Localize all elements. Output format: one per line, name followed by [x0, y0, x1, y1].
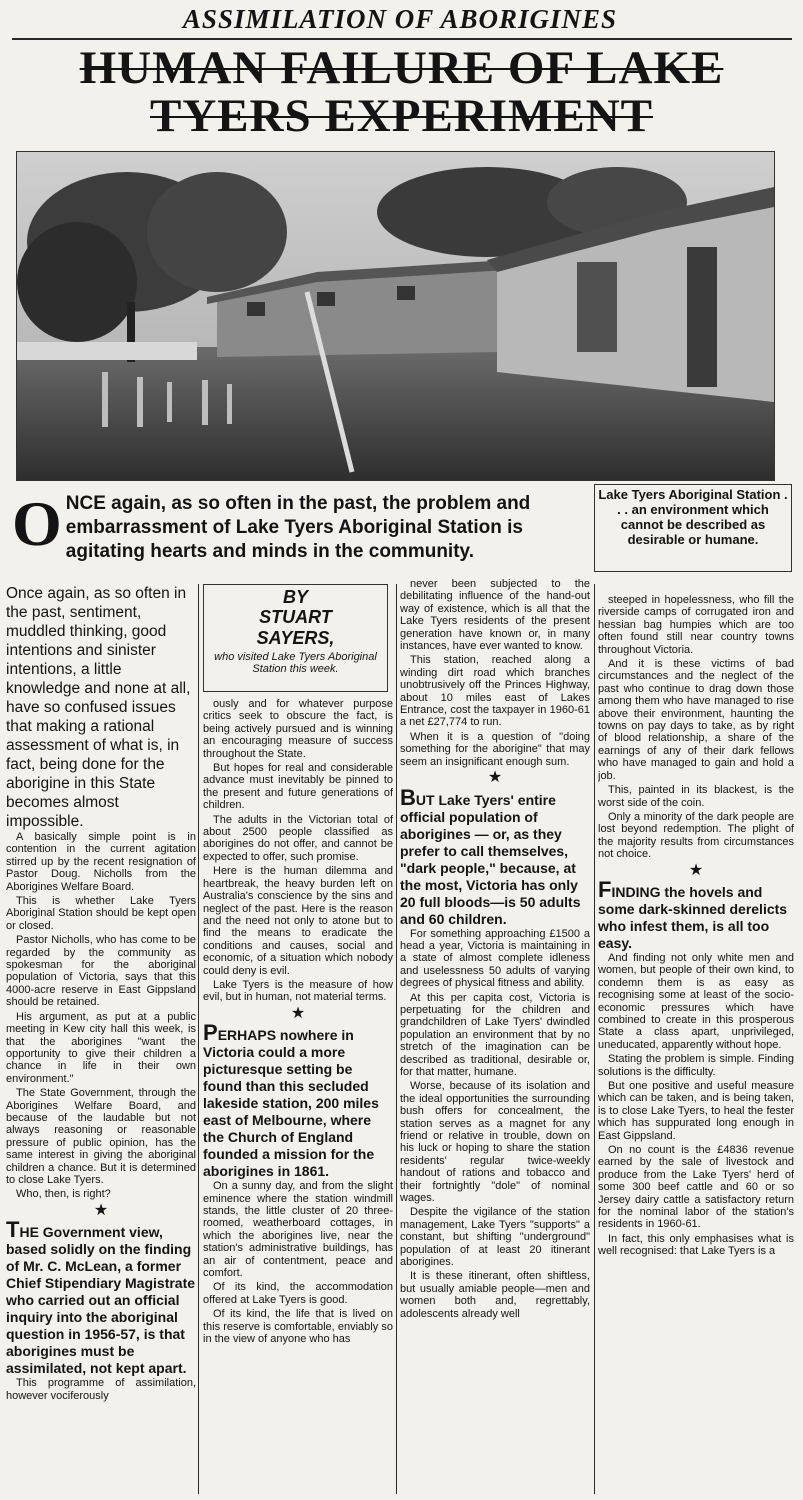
article-paragraph: But one positive and useful measure which can be taken, and is being taken, is to close Lake Tyers, to heal the fester which has suppurated long enough in East Gippsland. [598, 1080, 794, 1142]
byline-by: BY [282, 587, 308, 607]
col3-subsection: BUT Lake Tyers' entire official population of aborigines — or, as they prefer to call themselves, "dark people," because, at the most, Victoria has only 20 full bloods—is 50 adults and 60 children. [400, 784, 581, 927]
lede-drop-cap: O [12, 488, 62, 559]
byline-name-1: STUART [259, 607, 332, 627]
col4-paragraphs [598, 594, 794, 861]
column-3 [400, 578, 590, 1494]
article-paragraph: The adults in the Victorian total of about 2500 people classified as aborigines do not offer, and cannot be expected to offer, such promise. [203, 813, 393, 863]
article-paragraph: Worse, because of its isolation and the ideal opportunities the surrounding bush offers for concealment, the station serves as a magnet for any friend or relative in trouble, down on his luck or hoping to share the station residents' regular twice-weekly handout of rations and tobacco and their fortnightly "dole" of nominal wages. [400, 1080, 590, 1205]
headline-line-1: HUMAN FAILURE OF LAKE [79, 42, 724, 94]
column-4 [598, 594, 794, 1494]
col2-subsection: PERHAPS nowhere in Victoria could a more picturesque setting be found than this secluded lakeside station, 200 miles east of Melbourne, where the Church of England founded a mission for the aborigines in 1861. [203, 1020, 379, 1180]
article-paragraph: His argument, as put at a public meeting in Kew city hall this week, is that the aborigines "want the opportunity to give their children a chance in life in their own environment." [6, 1010, 196, 1085]
photo-caption: Lake Tyers Aboriginal Station . . . an environment which cannot be described as desirable or humane. [594, 484, 792, 572]
article-paragraph: steeped in hopelessness, who fill the riverside camps of corrugated iron and hessian bag humpies which are too often found still near country towns throughout Victoria. [598, 594, 794, 656]
column-rule [198, 584, 199, 1494]
article-paragraph: Who, then, is right? [16, 1188, 111, 1201]
article-paragraph: In fact, this only emphasises what is well recognised: that Lake Tyers is a [598, 1232, 794, 1258]
article-paragraph: When it is a question of "doing something for the aborigine" that may seem an insignificant enough sum. [400, 730, 590, 768]
column-rule [396, 584, 397, 1494]
article-paragraph: Pastor Nicholls, who has come to be regarded by the community as spokesman for the aboriginal population of Victoria, says that this 4000-acre reserve in East Gippsland should be retained. [6, 934, 196, 1009]
headline [0, 44, 803, 140]
col1-ending: This programme of assimilation, however vociferously [6, 1377, 196, 1402]
article-paragraph: Lake Tyers is the measure of how evil, but in human, not material terms. [203, 978, 393, 1004]
col4-subsection: FINDING the hovels and some dark-skinned derelicts who infest them, is all too easy. [598, 876, 788, 951]
col1-subsection: THE Government view, based solidly on the finding of Mr. C. McLean, a former Chief Stipendiary Magistrate who carried out an official inquiry into the aboriginal question in 1956-57, is that aborigines must be assimilated, not kept apart. [6, 1217, 196, 1377]
photo-lake-tyers-cottages [16, 151, 775, 481]
star-separator: ★ [93, 1201, 109, 1219]
col4-paragraphs-b [598, 952, 794, 1258]
article-paragraph: Here is the human dilemma and heartbreak, the heavy burden left on Australia's conscience by the sins and neglect of the past. Here is the reason and the need not only to atone but to find the means to eradicate the conditions and causes, social and economic, of a situation which nobody could deny is evil. [203, 865, 393, 977]
article-paragraph: never been subjected to the debilitating influence of the hand-out way of existence, which is all that the Lake Tyers residents of the present generation have known or, in many instances, have ever wanted to know. [400, 578, 590, 653]
article-paragraph: Stating the problem is simple. Finding solutions is the difficulty. [598, 1053, 794, 1078]
photo-illustration [17, 152, 774, 480]
star-separator: ★ [487, 769, 503, 787]
col1-paragraphs [6, 831, 196, 1201]
lede-text: NCE again, as so often in the past, the problem and embarrassment of Lake Tyers Aboriginal Station is agitating hearts and minds in the community. [65, 493, 531, 562]
article-paragraph: This station, reached along a winding dirt road which branches unobtrusively off the Princes Highway, about 10 miles east of Lakes Entrance, cost the taxpayer in 1960-61 a net £27,774 to run. [400, 654, 590, 729]
col3-paragraphs-b [400, 928, 590, 1321]
lede-paragraph [12, 488, 590, 582]
headline-line-2: TYERS EXPERIMENT [149, 90, 654, 142]
article-paragraph: Only a minority of the dark people are lost beyond redemption. The plight of the majority results from circumstances not choice. [598, 810, 794, 861]
article-paragraph: Of its kind, the life that is lived on this reserve is comfortable, enviably so in the view of anyone who has [203, 1308, 393, 1346]
article-paragraph: But hopes for real and considerable advance must inevitably be pinned to the present and future generations of children. [203, 762, 393, 812]
article-paragraph: And it is these victims of bad circumstances and the neglect of the past who continue to drag down those among them who have managed to rise above their environment, haunting the towns on pay days to take, as by right of blood relationship, a share of the earnings of any of their dark fellows who have managed to gain and hold a job. [598, 658, 794, 782]
article-paragraph: At this per capita cost, Victoria is perpetuating for the children and grandchildren of Lake Tyers' dwindled population an environment that by no stretch of the imagination can be described as traditional, desirable or, for that matter, humane. [400, 991, 590, 1078]
byline-name-2: SAYERS, [256, 628, 335, 648]
star-separator: ★ [290, 1004, 306, 1022]
column-1 [6, 584, 196, 1494]
kicker-heading: ASSIMILATION OF ABORIGINES [182, 4, 618, 34]
article-paragraph: For something approaching £1500 a head a year, Victoria is maintaining in a state of almost complete idleness and uselessness 50 adults of varying degrees of physical fitness and ability. [400, 927, 590, 990]
article-paragraph: Despite the vigilance of the station management, Lake Tyers "supports" a constant, but shifting "underground" population of at least 20 itinerant aborigines. [400, 1206, 590, 1269]
col1-intro: Once again, as so often in the past, sentiment, muddled thinking, good intentions and sinister intentions, a little knowledge and none at all, have so confused issues that making a rational assessment of what is, in fact, being done for the aborigine in this State becomes almost impossible. [6, 585, 191, 830]
article-paragraph: This, painted in its blackest, is the worst side of the coin. [598, 784, 794, 809]
column-2 [203, 698, 393, 1494]
column-rule [594, 584, 595, 1494]
article-paragraph: This is whether Lake Tyers Aboriginal Station should be kept open or closed. [6, 895, 196, 932]
col3-paragraphs [400, 578, 590, 768]
byline-box [203, 584, 388, 692]
col2-paragraphs [203, 698, 393, 1004]
col2-paragraphs-b [203, 1180, 393, 1345]
star-separator: ★ [688, 861, 704, 879]
rule [12, 38, 792, 40]
article-paragraph: The State Government, through the Aborigines Welfare Board, and because of the laudable but not always reasoning or reasonable pressure of public opinion, has the same interest in giving the aboriginal children a chance. But it is determined to close Lake Tyers. [6, 1087, 196, 1186]
article-paragraph: And finding not only white men and women, but people of their own kind, to condemn them is as easy as recognising some at least of the socio-economic pressures which have combined to create in this prosperous State a class apart, unprivileged, uneducated, apparently without hope. [598, 951, 794, 1051]
article-paragraph: Of its kind, the accommodation offered at Lake Tyers is good. [203, 1281, 393, 1306]
article-paragraph: On a sunny day, and from the slight eminence where the station windmill stands, the little cluster of 20 three-roomed, weatherboard cottages, in which the aborigines live, near the station's administrative buildings, has an air of contentment, peace and comfort. [203, 1180, 393, 1279]
byline-note: who visited Lake Tyers Aboriginal Station this week. [214, 651, 377, 675]
article-paragraph: It is these itinerant, often shiftless, but usually amiable people—men and women both and, regrettably, adolescents already well [400, 1270, 590, 1320]
article-paragraph: A basically simple point is in contention in the current agitation stirred up by the recent resignation of Pastor Doug. Nicholls from the Aborigines Welfare Board. [6, 831, 196, 893]
article-paragraph: ously and for whatever purpose critics seek to obscure the fact, is being actively pursued and is winning an encouraging measure of success throughout the State. [203, 698, 393, 760]
article-paragraph: On no count is the £4836 revenue earned by the sale of livestock and produce from the Lake Tyers' herd of some 300 beef cattle and 60 or so Jersey dairy cattle a satisfactory return for the nominal labor of the station's residents in 1960-61. [598, 1144, 794, 1231]
